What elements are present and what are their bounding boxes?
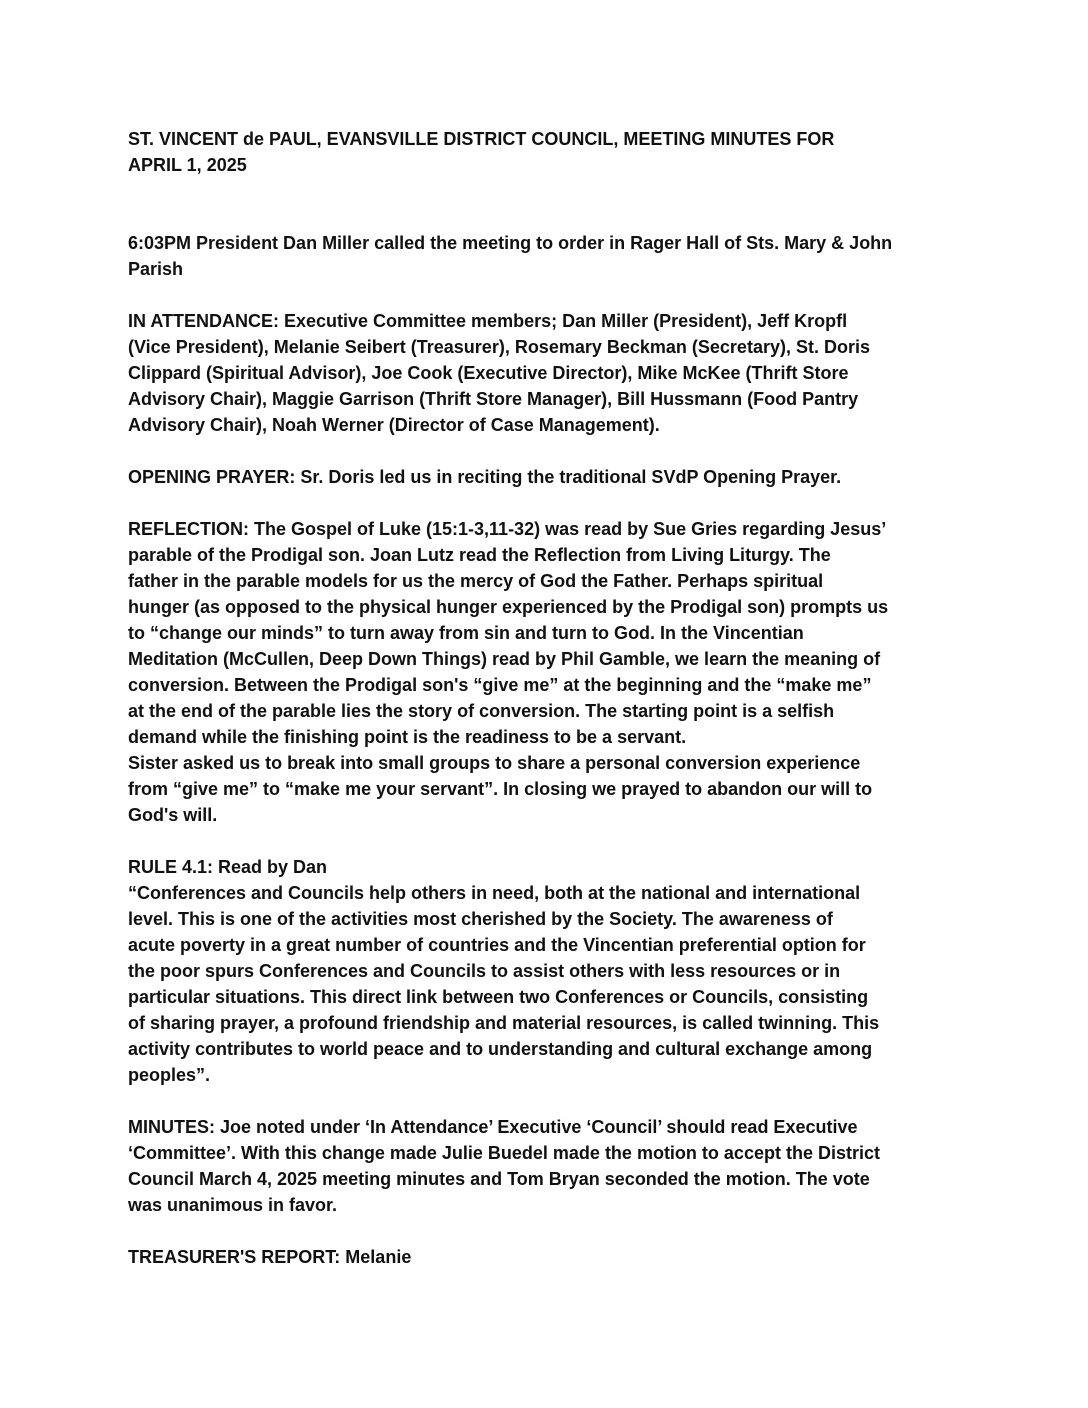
call-to-order-paragraph: 6:03PM President Dan Miller called the meeting to order in Rager Hall of Sts. Mary & John Parish <box>128 233 893 279</box>
reflection-paragraph: REFLECTION: The Gospel of Luke (15:1-3,11-32) was read by Sue Gries regarding Jesus’ parable of the Prodigal son. Joan Lutz read the Reflection from Living Liturgy. The father in the parable models for us the mercy of God the Father. Perhaps spiritual hunger (as opposed to the physical hunger experienced by the Prodigal son) prompts us to “change our minds” to turn away from sin and turn to God. In the Vincentian Meditation (McCullen, Deep Down Things) read by Phil Gamble, we learn the meaning of conversion. Between the Prodigal son's “give me” at the beginning and the “make me” at the end of the parable lies the story of conversion. The starting point is a selfish demand while the finishing point is the readiness to be a servant. Sister asked us to break into small groups to share a personal conversion experience from “give me” to “make me your servant”. In closing we prayed to abandon our will to God's will. <box>128 519 889 825</box>
treasurer-report-heading: TREASURER'S REPORT: Melanie <box>128 1247 412 1267</box>
minutes-paragraph: MINUTES: Joe noted under ‘In Attendance’ Executive ‘Council’ should read Executive ‘Committee’. With this change made Julie Buedel made the motion to accept the District Council March 4, 2025 meeting minutes and Tom Bryan seconded the motion. The vote was unanimous in favor. <box>128 1117 880 1215</box>
attendance-paragraph: IN ATTENDANCE: Executive Committee members; Dan Miller (President), Jeff Kropfl (Vice President), Melanie Seibert (Treasurer), Rosemary Beckman (Secretary), St. Doris Clippard (Spiritual Advisor), Joe Cook (Executive Director), Mike McKee (Thrift Store Advisory Chair), Maggie Garrison (Thrift Store Manager), Bill Hussmann (Food Pantry Advisory Chair), Noah Werner (Director of Case Management). <box>128 311 870 435</box>
opening-prayer-paragraph: OPENING PRAYER: Sr. Doris led us in reciting the traditional SVdP Opening Prayer. <box>128 467 842 487</box>
rule-paragraph: RULE 4.1: Read by Dan “Conferences and Councils help others in need, both at the national and international level. This is one of the activities most cherished by the Society. The awareness of acute poverty in a great number of countries and the Vincentian preferential option for the poor spurs Conferences and Councils to assist others with less resources or in particular situations. This direct link between two Conferences or Councils, consisting of sharing prayer, a profound friendship and material resources, is called twinning. This activity contributes to world peace and to understanding and cultural exchange among peoples”. <box>128 857 880 1085</box>
document-title: ST. VINCENT de PAUL, EVANSVILLE DISTRICT COUNCIL, MEETING MINUTES FOR APRIL 1, 2025 <box>128 129 835 175</box>
minutes-document <box>128 126 968 1270</box>
